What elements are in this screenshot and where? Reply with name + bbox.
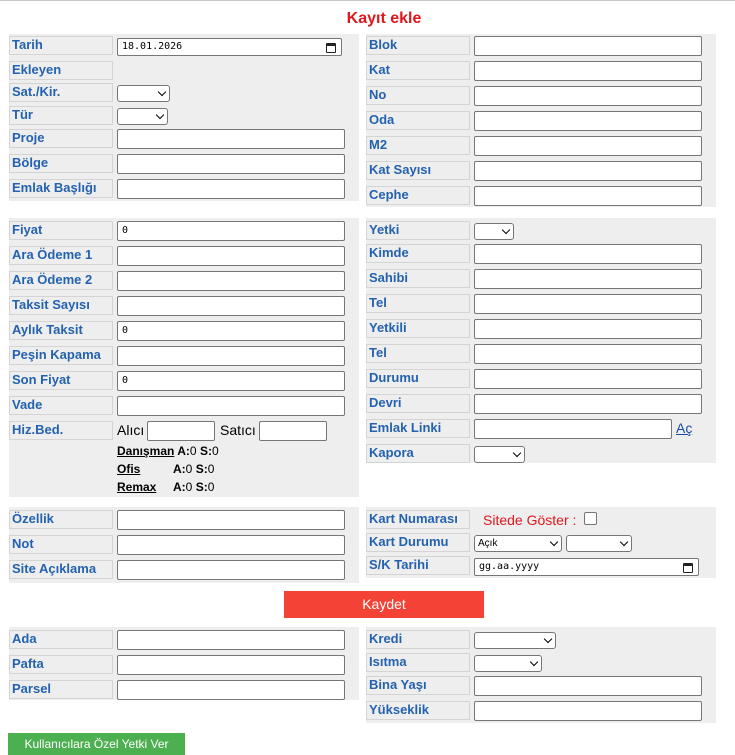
sitede-goster-checkbox[interactable]: [584, 512, 597, 525]
tel-label-2: Tel: [366, 344, 470, 363]
chevron-down-icon: [158, 88, 166, 96]
tarih-date-input[interactable]: [117, 38, 342, 56]
satkir-select[interactable]: [117, 85, 170, 102]
sk-tarihi-placeholder: gg.aa.yyyy: [479, 561, 540, 572]
devri-input[interactable]: [474, 394, 702, 414]
satkir-label: Sat./Kir.: [9, 83, 113, 102]
ara-odeme-1-input[interactable]: [117, 246, 345, 266]
sk-tarihi-date-input[interactable]: [474, 558, 699, 576]
devri-label: Devri: [366, 394, 470, 413]
vade-input[interactable]: [117, 396, 345, 416]
yetki-select[interactable]: [474, 223, 514, 240]
proje-label: Proje: [9, 129, 113, 148]
yukseklik-label: Yükseklik: [366, 701, 470, 720]
taksit-sayisi-input[interactable]: [117, 296, 345, 316]
not-label: Not: [9, 535, 113, 554]
chevron-down-icon: [502, 226, 510, 234]
ekleyen-label: Ekleyen: [9, 61, 113, 80]
stat-danisman-name[interactable]: Danışman: [117, 444, 175, 458]
proje-input[interactable]: [117, 129, 345, 149]
calendar-icon[interactable]: [683, 563, 693, 573]
taksit-sayisi-label: Taksit Sayısı: [9, 296, 113, 315]
fiyat-input[interactable]: [117, 221, 345, 241]
kart-durumu-label: Kart Durumu: [366, 533, 470, 552]
alici-label: Alıcı: [117, 422, 145, 438]
kat-label: Kat: [366, 61, 470, 80]
permissions-button[interactable]: Kullanıcılara Özel Yetki Ver: [8, 733, 185, 755]
emlak-basligi-input[interactable]: [117, 179, 345, 199]
stat-s-value: 0: [207, 480, 215, 494]
stat-s-label: S:: [199, 444, 212, 458]
tel-label-1: Tel: [366, 294, 470, 313]
aylik-taksit-value: 0: [122, 325, 129, 336]
ozellik-label: Özellik: [9, 510, 113, 529]
chevron-down-icon: [620, 538, 628, 546]
chevron-down-icon: [530, 658, 538, 666]
bina-yasi-label: Bina Yaşı: [366, 676, 470, 695]
son-fiyat-value: 0: [122, 375, 129, 386]
kart-numarasi-label: Kart Numarası: [366, 510, 470, 529]
site-aciklama-label: Site Açıklama: [9, 560, 113, 579]
yetkili-label: Yetkili: [366, 319, 470, 338]
kart-durumu-value: Açık: [478, 538, 498, 549]
stat-a-label: A:: [173, 480, 186, 494]
ada-label: Ada: [9, 630, 113, 649]
bolge-label: Bölge: [9, 154, 113, 173]
oda-label: Oda: [366, 111, 470, 130]
aylik-taksit-label: Aylık Taksit: [9, 321, 113, 340]
stat-danisman: [117, 444, 219, 458]
kimde-input[interactable]: [474, 244, 702, 264]
tur-select[interactable]: [117, 108, 168, 125]
stat-s-value: 0: [211, 444, 219, 458]
pafta-input[interactable]: [117, 655, 345, 675]
sahibi-input[interactable]: [474, 269, 702, 289]
oda-input[interactable]: [474, 111, 702, 131]
chevron-down-icon: [513, 449, 521, 457]
kat-sayisi-label: Kat Sayısı: [366, 161, 470, 180]
stat-ofis-name[interactable]: Ofis: [117, 462, 141, 476]
parsel-input[interactable]: [117, 680, 345, 700]
ac-link[interactable]: Aç: [676, 420, 693, 436]
m2-input[interactable]: [474, 136, 702, 156]
kredi-label: Kredi: [366, 630, 470, 649]
son-fiyat-label: Son Fiyat: [9, 371, 113, 390]
bina-yasi-input[interactable]: [474, 676, 702, 696]
son-fiyat-input[interactable]: [117, 371, 345, 391]
stat-s-label: S:: [195, 462, 208, 476]
bolge-input[interactable]: [117, 154, 345, 174]
kart-durumu-select[interactable]: [474, 535, 562, 552]
ara-odeme-2-label: Ara Ödeme 2: [9, 271, 113, 290]
isitma-select[interactable]: [474, 655, 542, 672]
yetkili-input[interactable]: [474, 319, 702, 339]
kapora-label: Kapora: [366, 444, 470, 463]
stat-a-value: 0: [185, 462, 193, 476]
kart-durumu-secondary-select[interactable]: [566, 535, 632, 552]
alici-input[interactable]: [147, 421, 215, 441]
blok-input[interactable]: [474, 36, 702, 56]
pesin-kapama-input[interactable]: [117, 346, 345, 366]
pesin-kapama-label: Peşin Kapama: [9, 346, 113, 365]
satici-input[interactable]: [259, 421, 327, 441]
sitede-goster-label: Sitede Göster :: [483, 512, 577, 528]
vade-label: Vade: [9, 396, 113, 415]
kredi-select[interactable]: [474, 632, 556, 649]
sahibi-label: Sahibi: [366, 269, 470, 288]
stat-a-label: A:: [173, 462, 186, 476]
save-button[interactable]: Kaydet: [284, 591, 484, 618]
blok-label: Blok: [366, 36, 470, 55]
no-input[interactable]: [474, 86, 702, 106]
ara-odeme-2-input[interactable]: [117, 271, 345, 291]
stat-a-label: A:: [177, 444, 190, 458]
emlak-linki-input[interactable]: [474, 419, 672, 439]
tur-label: Tür: [9, 106, 113, 125]
cephe-input[interactable]: [474, 186, 702, 206]
kimde-label: Kimde: [366, 244, 470, 263]
page-title: Kayıt ekle: [346, 10, 422, 27]
cephe-label: Cephe: [366, 186, 470, 205]
site-aciklama-input[interactable]: [117, 560, 345, 580]
fiyat-value: 0: [122, 225, 129, 236]
chevron-down-icon: [550, 538, 558, 546]
tarih-value: 18.01.2026: [122, 41, 183, 52]
satici-label: Satıcı: [220, 422, 256, 438]
tarih-label: Tarih: [9, 36, 113, 55]
calendar-icon[interactable]: [326, 43, 336, 53]
emlak-linki-label: Emlak Linki: [366, 419, 470, 438]
hiz-bed-label: Hiz.Bed.: [9, 421, 113, 440]
fiyat-label: Fiyat: [9, 221, 113, 240]
ada-input[interactable]: [117, 630, 345, 650]
emlak-basligi-label: Emlak Başlığı: [9, 179, 113, 198]
yetki-label: Yetki: [366, 221, 470, 240]
sk-tarihi-label: S/K Tarihi: [366, 556, 470, 575]
not-input[interactable]: [117, 535, 345, 555]
stat-a-value: 0: [189, 444, 197, 458]
parsel-label: Parsel: [9, 680, 113, 699]
durumu-label: Durumu: [366, 369, 470, 388]
durumu-input[interactable]: [474, 369, 702, 389]
ozellik-input[interactable]: [117, 510, 345, 530]
stat-remax-name[interactable]: Remax: [117, 480, 157, 494]
isitma-label: Isıtma: [366, 653, 470, 672]
kat-sayisi-input[interactable]: [474, 161, 702, 181]
stat-ofis: [117, 462, 214, 476]
pafta-label: Pafta: [9, 655, 113, 674]
stat-s-label: S:: [195, 480, 208, 494]
ara-odeme-1-label: Ara Ödeme 1: [9, 246, 113, 265]
tel-input-1[interactable]: [474, 294, 702, 314]
stat-a-value: 0: [185, 480, 193, 494]
stat-remax: [117, 480, 214, 494]
stat-s-value: 0: [207, 462, 215, 476]
chevron-down-icon: [544, 635, 552, 643]
yukseklik-input[interactable]: [474, 701, 702, 721]
kat-input[interactable]: [474, 61, 702, 81]
top-divider: [0, 0, 735, 1]
aylik-taksit-input[interactable]: [117, 321, 345, 341]
kapora-select[interactable]: [474, 446, 525, 463]
no-label: No: [366, 86, 470, 105]
tel-input-2[interactable]: [474, 344, 702, 364]
m2-label: M2: [366, 136, 470, 155]
chevron-down-icon: [156, 111, 164, 119]
